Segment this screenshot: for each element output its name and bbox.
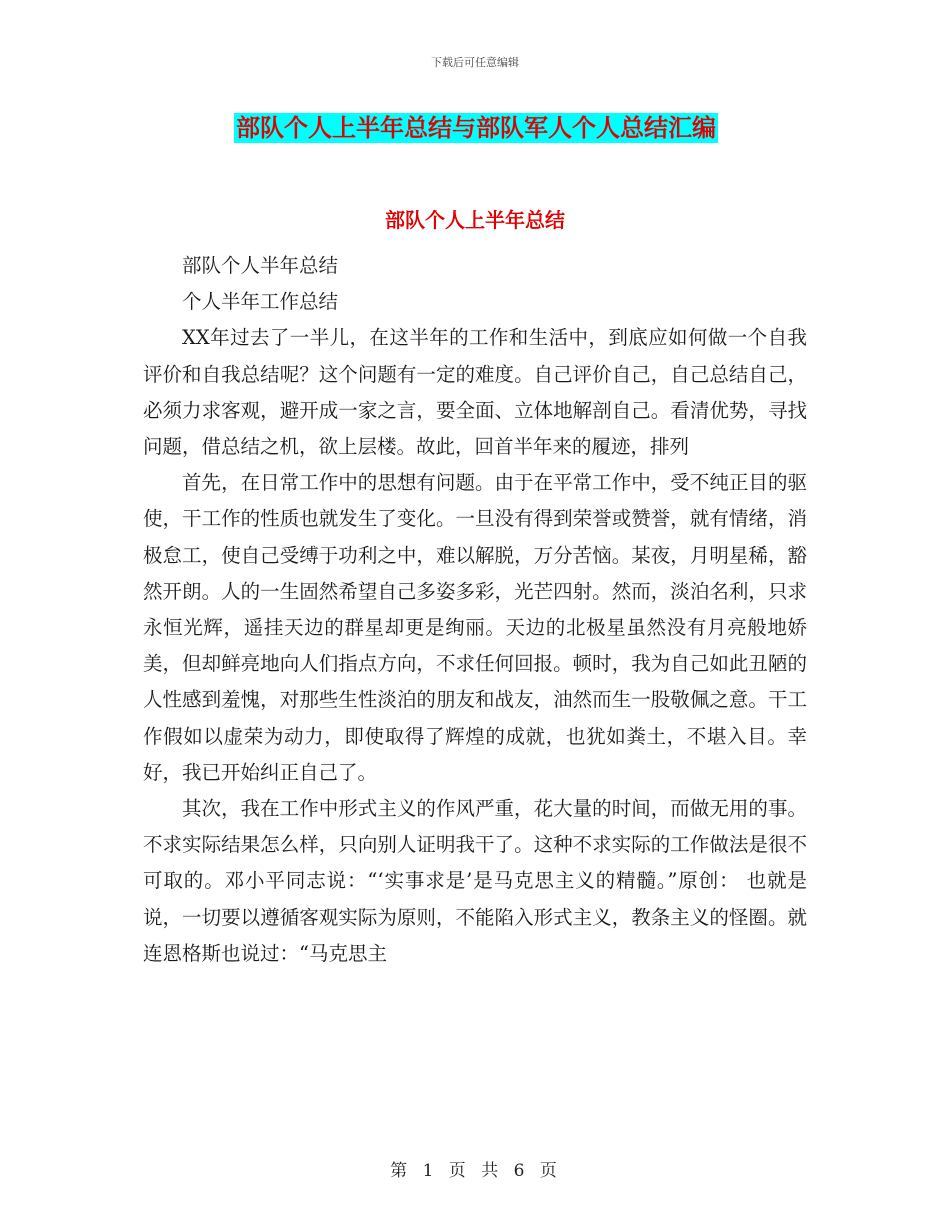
paragraph: 个人半年工作总结 [182, 290, 339, 314]
paragraph: XX年过去了一半儿，在这半年的工作和生活中，到底应如何做一个自我评价和自我总结呢？这个问题有一定的难度。自己评价自己，自己总结自己，必须力求客观，避开成一家之言，要全面、立体地解剖自己。看清优势，寻找问题，借总结之机，欲上层楼。故此，回首半年来的履迹，排列 [143, 326, 807, 459]
paragraph: 部队个人半年总结 [182, 254, 339, 277]
page-indicator: 第 1 页 共 6 页 [390, 1161, 560, 1181]
document-title: 部队个人上半年总结与部队军人个人总结汇编 [236, 113, 716, 142]
header-note: 下载后可任意编辑 [431, 56, 519, 69]
paragraph: 首先，在日常工作中的思想有问题。由于在平常工作中，受不纯正目的驱使，干工作的性质也就发生了变化。一旦没有得到荣誉或赞誉，就有情绪，消极怠工，使自己受缚于功利之中，难以解脱，万分苦恼。某夜，月明星稀，豁然开朗。人的一生固然希望自己多姿多彩，光芒四射。然而，淡泊名利，只求永恒光辉，遥挂天边的群星却更是绚丽。天边的北极星虽然没有月亮般地娇美，但却鲜亮地向人们指点方向，不求任何回报。顿时，我为自己如此丑陋的人性感到羞愧，对那些生性淡泊的朋友和战友，油然而生一股敬佩之意。干工作假如以虚荣为动力，即使取得了辉煌的成就，也犹如粪土，不堪入目。幸好，我已开始纠正自己了。 [143, 471, 807, 784]
document-body [143, 248, 807, 972]
paragraph: 其次，我在工作中形式主义的作风严重，花大量的时间，而做无用的事。不求实际结果怎么样，只向别人证明我干了。这种不求实际的工作做法是很不可取的。邓小平同志说：“‘实事求是’是马克思主义的精髓。”原创： 也就是说，一切要以遵循客观实际为原则，不能陷入形式主义，教条主义的怪圈。就连恩格斯也说过：“马克思主 [143, 797, 807, 965]
section-title: 部队个人上半年总结 [385, 208, 565, 232]
